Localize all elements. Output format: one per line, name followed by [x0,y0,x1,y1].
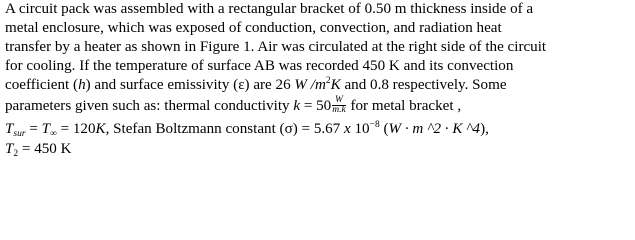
unit-k: K [95,121,106,137]
text-line-2: metal enclosure, which was exposed of conduction, convection, and radiation heat [5,20,502,36]
text-segment: , Stefan Boltzmann constant ( [105,121,285,137]
text-line-7 [5,120,489,140]
unit-superscript: 2 [325,76,331,86]
fraction-denominator: m.k [332,105,346,116]
text-segment: ( [379,121,389,137]
times-x: x [344,121,351,137]
symbol-h: h [78,77,86,93]
text-segment: ) = 5.67 [292,121,345,137]
fraction-numerator: W [332,96,345,106]
text-segment: ), [480,121,489,137]
text-segment: = 450 K [18,141,72,157]
unit-k: K [330,77,341,93]
text-segment: for metal bracket , [346,98,462,114]
unit-w-per-m: W /m [294,77,326,93]
text-segment: and 0.8 respectively. Some [340,77,507,93]
text-segment: = 120 [56,121,96,137]
symbol-t-inf: T [41,121,51,137]
text-line-6 [5,97,461,116]
symbol-t-sur: T [5,121,14,137]
symbol-k: k [293,98,301,114]
text-line-3: transfer by a heater as shown in Figure 1. Air was circulated at the right side of the circuit [5,39,547,55]
symbol-sigma: σ [284,121,293,137]
text-segment: parameters given such as: thermal conductivity [5,98,294,114]
unit-fraction [332,96,345,115]
text-segment: ) and surface emissivity ( [85,77,239,93]
text-segment: = [25,121,42,137]
subscript-sur: sur [13,129,26,139]
text-line-5 [5,76,507,96]
units-expression: W · m ^2 · K ^4 [388,121,481,137]
symbol-epsilon: ε [238,77,245,93]
text-line-4: for cooling. If the temperature of surface AB was recorded 450 K and its convection [5,58,514,74]
text-segment: = 50 [300,98,332,114]
text-line-8 [5,140,72,160]
text-line-1: A circuit pack was assembled with a rectangular bracket of 0.50 m thickness inside of a [5,1,534,17]
symbol-t2: T [5,141,14,157]
text-segment: coefficient ( [5,77,79,93]
subscript-infinity: ∞ [50,129,57,139]
text-segment: 10 [350,121,370,137]
subscript-2: 2 [13,149,19,159]
text-segment: ) are 26 [244,77,295,93]
exponent: −8 [369,120,380,130]
